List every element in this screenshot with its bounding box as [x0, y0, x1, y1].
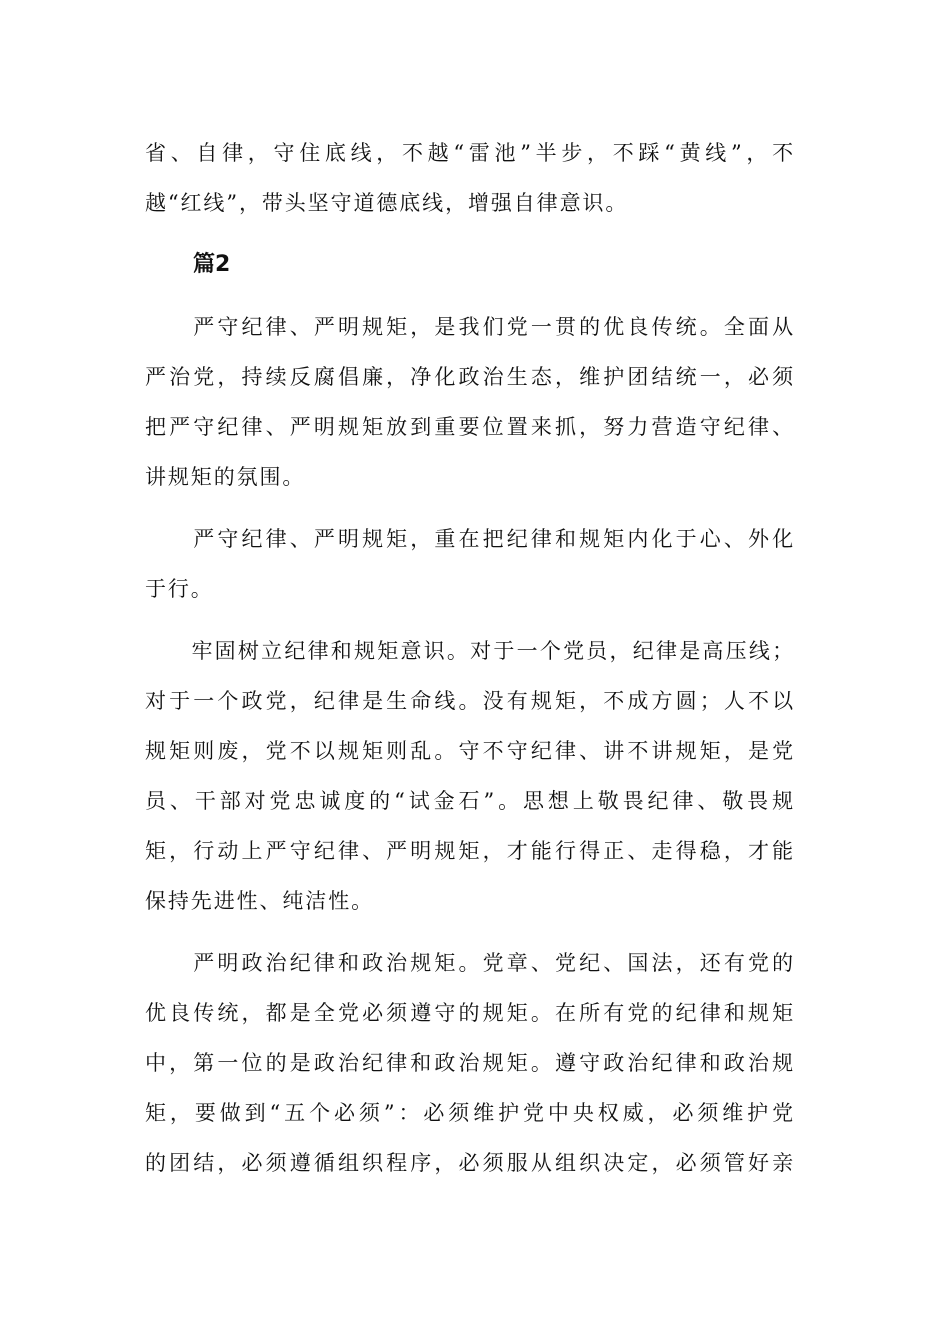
- paragraph-4: [145, 938, 795, 1188]
- text-line: 于行。: [145, 577, 214, 601]
- text-line: 把严守纪律、严明规矩放到重要位置来抓，努力营造守纪律、: [145, 415, 795, 439]
- paragraph-2: [145, 514, 795, 614]
- text-line: 严明政治纪律和政治规矩。党章、党纪、国法，还有党的: [145, 951, 795, 975]
- text-line: 严治党，持续反腐倡廉，净化政治生态，维护团结统一，必须: [145, 365, 795, 389]
- text-line: 保持先进性、纯洁性。: [145, 889, 374, 913]
- paragraph-1: [145, 302, 795, 502]
- text-line: 严守纪律、严明规矩，重在把纪律和规矩内化于心、外化: [145, 527, 795, 551]
- text-line: 越“红线”，带头坚守道德底线，增强自律意识。: [145, 191, 629, 215]
- text-line: 严守纪律、严明规矩，是我们党一贯的优良传统。全面从: [145, 315, 795, 339]
- text-line: 员、干部对党忠诚度的“试金石”。思想上敬畏纪律、敬畏规: [145, 789, 795, 813]
- text-line: 对于一个政党，纪律是生命线。没有规矩，不成方圆；人不以: [145, 689, 795, 713]
- text-line: 牢固树立纪律和规矩意识。对于一个党员，纪律是高压线；: [145, 639, 795, 663]
- text-line: 讲规矩的氛围。: [145, 465, 306, 489]
- text-line: 矩，要做到“五个必须”：必须维护党中央权威，必须维护党: [145, 1101, 795, 1125]
- paragraph-3: [145, 626, 795, 926]
- text-line: 矩，行动上严守纪律、严明规矩，才能行得正、走得稳，才能: [145, 839, 795, 863]
- text-line: 省、自律，守住底线，不越“雷池”半步，不踩“黄线”，不: [145, 141, 795, 165]
- section-heading: 篇2: [193, 252, 231, 277]
- text-line: 的团结，必须遵循组织程序，必须服从组织决定，必须管好亲: [145, 1151, 795, 1175]
- text-line: 中，第一位的是政治纪律和政治规矩。遵守政治纪律和政治规: [145, 1051, 795, 1075]
- document-body: [145, 128, 795, 1188]
- text-line: 优良传统，都是全党必须遵守的规矩。在所有党的纪律和规矩: [145, 1001, 795, 1025]
- continuation-paragraph: [145, 128, 795, 228]
- text-line: 规矩则废，党不以规矩则乱。守不守纪律、讲不讲规矩，是党: [145, 739, 795, 763]
